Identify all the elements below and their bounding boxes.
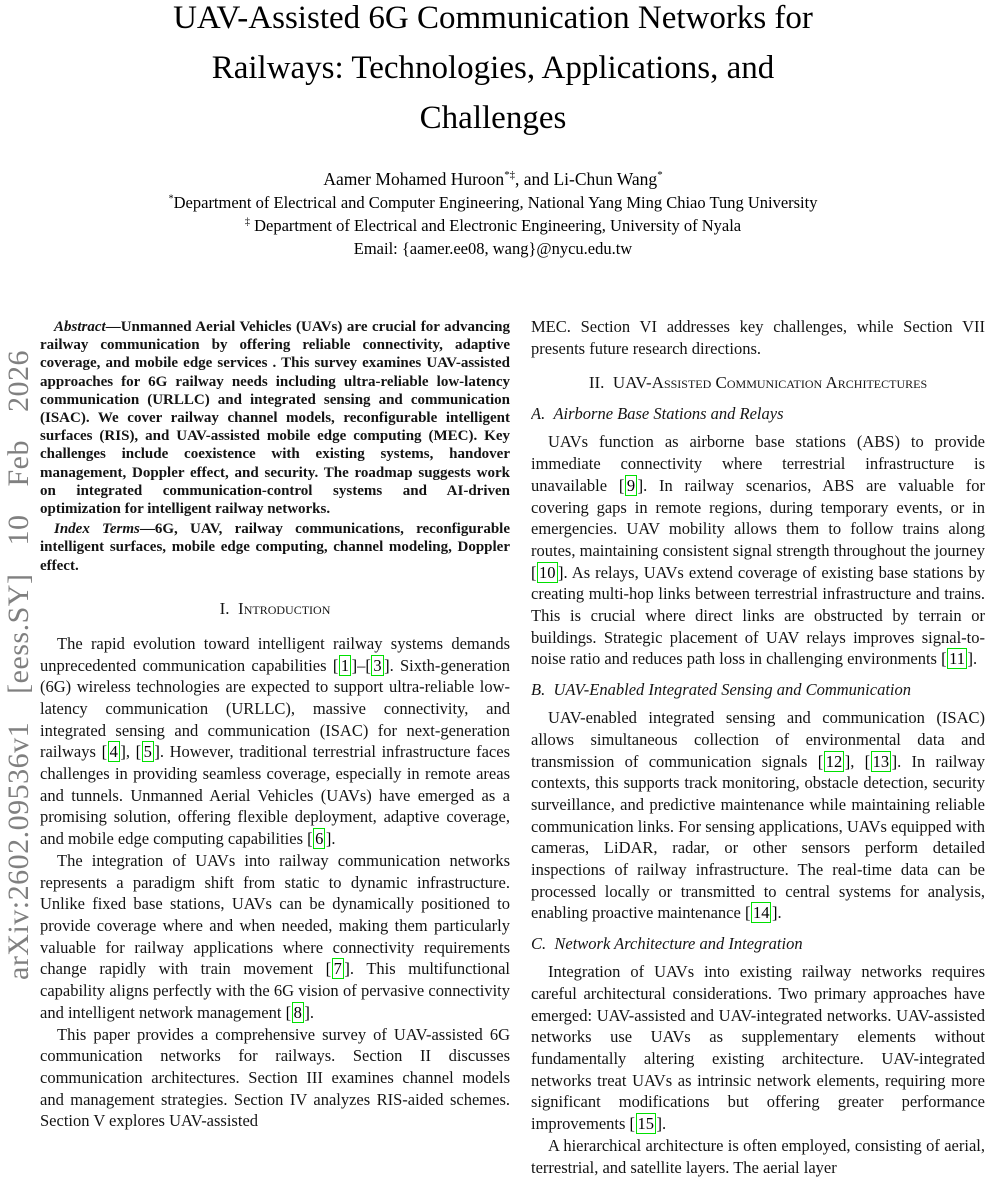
paper-title xyxy=(0,0,986,143)
author-name-2: Li-Chun Wang xyxy=(553,169,658,189)
citation-link[interactable]: [ 8 ] xyxy=(285,1002,310,1022)
index-terms-dash: — xyxy=(139,521,155,538)
author-1-superscript: *‡ xyxy=(504,169,516,182)
citation-link[interactable]: [ 13 ] xyxy=(864,751,898,771)
title-line-2: Railways: Technologies, Applications, and xyxy=(211,50,775,86)
citation-number: 14 xyxy=(752,903,770,923)
email-line: Email: {aamer.ee08, wang}@nycu.edu.tw xyxy=(353,239,633,258)
citation-number: 8 xyxy=(293,1002,302,1022)
right-column xyxy=(531,316,985,1200)
intro-continuation-paragraph: MEC. Section VI addresses key challenges, while Section VII presents future research directions. xyxy=(531,317,985,358)
author-name-1: Aamer Mohamed Huroon xyxy=(323,169,505,189)
citation-number: 6 xyxy=(315,829,324,849)
section-heading-architectures: II. UAV-Assisted Communication Architectures xyxy=(588,373,928,393)
citation-number: 1 xyxy=(340,655,350,675)
citation-link[interactable]: [ 4 ] xyxy=(101,742,126,762)
abstract-text: Unmanned Aerial Vehicles (UAVs) are crucial for advancing railway communication by offering reliable connectivity, adaptive coverage, and mobile edge services . This survey examines UAV-assisted approaches for 6G railway needs including ultra-reliable low-latency communication (URLLC) and integrated sensing and communication (ISAC). We cover railway channel models, reconfigurable intelligent surfaces (RIS), and UAV-assisted mobile edge computing (MEC). Key challenges include coexistence with existing systems, handover management, Doppler effect, and security. The roadmap suggests work on integrated communication-control systems and AI-driven optimization for intelligent railway networks. xyxy=(40,319,510,518)
citation-link[interactable]: [ 12 ] xyxy=(817,751,851,771)
intro-paragraph-3: This paper provides a comprehensive survey of UAV-assisted 6G communication networks for railways. Section II discusses communication architectures. Section III examines channel models and management strategies. Section IV analyzes RIS-aided schemes. Section V explores UAV-assisted xyxy=(40,1024,510,1131)
subsection-heading-a: A. Airborne Base Stations and Relays xyxy=(531,404,784,424)
affiliation-2-text: Department of Electrical and Electronic Engineering, University of Nyala xyxy=(249,216,742,235)
citation-number: 15 xyxy=(637,1114,655,1134)
author-line xyxy=(0,167,986,191)
index-terms-label: Index Terms xyxy=(54,521,140,538)
citation-link[interactable]: [ 15 ] xyxy=(629,1114,663,1134)
citation-link[interactable]: [ 10 ] xyxy=(531,562,564,582)
affiliation-1-marker: * xyxy=(168,193,174,205)
subsection-a-paragraph-1: UAVs function as airborne base stations (ABS) to provide immediate connectivity where terrestrial infrastructure is unavailable [ 9 ]. In railway scenarios, ABS are valuable for covering gaps in remote regions, during temporary events, or in emergencies. UAV mobility allows them to follow trains along routes, maintaining consistent signal strength throughout the journey [ 10 ]. As relays, UAVs extend coverage of existing base stations by creating multi-hop links between terrestrial infrastructure and trains. This is crucial where direct links are obstructed by terrain or buildings. Strategic placement of UAV relays improves signal-to-noise ratio and reduces path loss in challenging environments [ 11 ]. xyxy=(531,432,985,669)
citation-number: 3 xyxy=(373,655,382,675)
title-line-1: UAV-Assisted 6G Communication Networks for xyxy=(173,0,813,36)
abstract-label: Abstract xyxy=(54,319,106,335)
citation-link[interactable]: [ 14 ] xyxy=(744,903,778,923)
affiliation-1-text: Department of Electrical and Computer Engineering, National Yang Ming Chiao Tung University xyxy=(173,193,818,212)
affiliation-line-1 xyxy=(0,191,986,214)
citation-number: 12 xyxy=(825,751,843,771)
abstract-paragraph xyxy=(40,318,510,518)
citation-link[interactable]: [ 1 ] xyxy=(332,655,358,675)
arxiv-watermark: arXiv:2602.09536v1 [eess.SY] 10 Feb 2026 xyxy=(2,350,35,980)
citation-number: 5 xyxy=(143,742,152,762)
section-heading-introduction: I. Introduction xyxy=(219,598,331,618)
citation-number: 11 xyxy=(949,649,965,669)
citation-number: 13 xyxy=(872,751,890,771)
abstract-dash: — xyxy=(105,319,121,335)
citation-link[interactable]: [ 6 ] xyxy=(307,829,332,849)
citation-number: 4 xyxy=(109,742,118,762)
index-terms-text: 6G, UAV, railway communications, reconfigurable intelligent surfaces, mobile edge computing, channel modeling, Doppler effect. xyxy=(40,521,510,574)
citation-link[interactable]: [ 9 ] xyxy=(618,475,644,495)
author-separator: , and xyxy=(515,169,554,189)
citation-link[interactable]: [ 5 ] xyxy=(135,742,160,762)
citation-number: 9 xyxy=(626,475,636,495)
index-terms-paragraph xyxy=(40,520,510,575)
author-2-superscript: * xyxy=(657,169,663,182)
subsection-c-paragraph-1: Integration of UAVs into existing railway networks requires careful architectural considerations. Two primary approaches have emerged: UAV-assisted and UAV-integrated networks. UAV-assisted networks use UAVs as supplementary elements without fundamentally altering existing architecture. UAV-integrated networks treat UAVs as intrinsic network elements, requiring more significant modifications but offering greater performance improvements [ 15 ]. xyxy=(531,962,985,1134)
citation-number: 10 xyxy=(539,562,556,582)
intro-paragraph-2: The integration of UAVs into railway communication networks represents a paradigm shift from static to dynamic infrastructure. Unlike fixed base stations, UAVs can be dynamically positioned to provide coverage where and when needed, making them particularly valuable for railway applications where connectivity requirements change rapidly with train movement [ 7 ]. This multifunctional capability aligns perfectly with the 6G vision of pervasive connectivity and intelligent network management [ 8 ]. xyxy=(40,850,510,1022)
subsection-c-paragraph-2: A hierarchical architecture is often employed, consisting of aerial, terrestrial, and satellite layers. The aerial layer xyxy=(531,1135,985,1177)
citation-link[interactable]: [ 7 ] xyxy=(325,959,350,979)
subsection-heading-c: C. Network Architecture and Integration xyxy=(531,934,803,954)
affiliation-line-2 xyxy=(0,214,986,237)
author-block xyxy=(0,167,986,260)
citation-link[interactable]: [ 11 ] xyxy=(941,649,973,669)
intro-paragraph-1: The rapid evolution toward intelligent railway systems demands unprecedented communication capabilities [ 1 ]–[ 3 ]. Sixth-generation (6G) wireless technologies are expected to support ultra-reliable low-latency communication (URLLC), massive connectivity, and integrated sensing and communication (ISAC) for next-generation railways [ 4 ], [ 5 ]. However, traditional terrestrial infrastructure faces challenges in providing seamless coverage, especially in remote areas and tunnels. Unmanned Aerial Vehicles (UAVs) have emerged as a promising solution, offering flexible deployment, adaptive coverage, and mobile edge computing capabilities [ 6 ]. xyxy=(40,633,510,849)
citation-link[interactable]: [ 3 ] xyxy=(365,655,390,675)
affiliation-2-marker: ‡ xyxy=(244,216,250,228)
citation-number: 7 xyxy=(333,959,342,979)
subsection-heading-b: B. UAV-Enabled Integrated Sensing and Communication xyxy=(531,680,911,700)
subsection-b-paragraph-1: UAV-enabled integrated sensing and communication (ISAC) allows simultaneous collection of environmental data and transmission of communication signals [ 12 ], [ 13 ]. In railway contexts, this supports track monitoring, obstacle detection, security surveillance, and predictive maintenance while maintaining reliable communication links. For sensing applications, UAVs equipped with cameras, LiDAR, radar, or other sensors perform detailed inspections of railway infrastructure. The real-time data can be processed locally or transmitted to central systems for analysis, enabling proactive maintenance [ 14 ]. xyxy=(531,708,985,923)
title-line-3: Challenges xyxy=(419,100,567,136)
left-column xyxy=(40,316,510,1200)
